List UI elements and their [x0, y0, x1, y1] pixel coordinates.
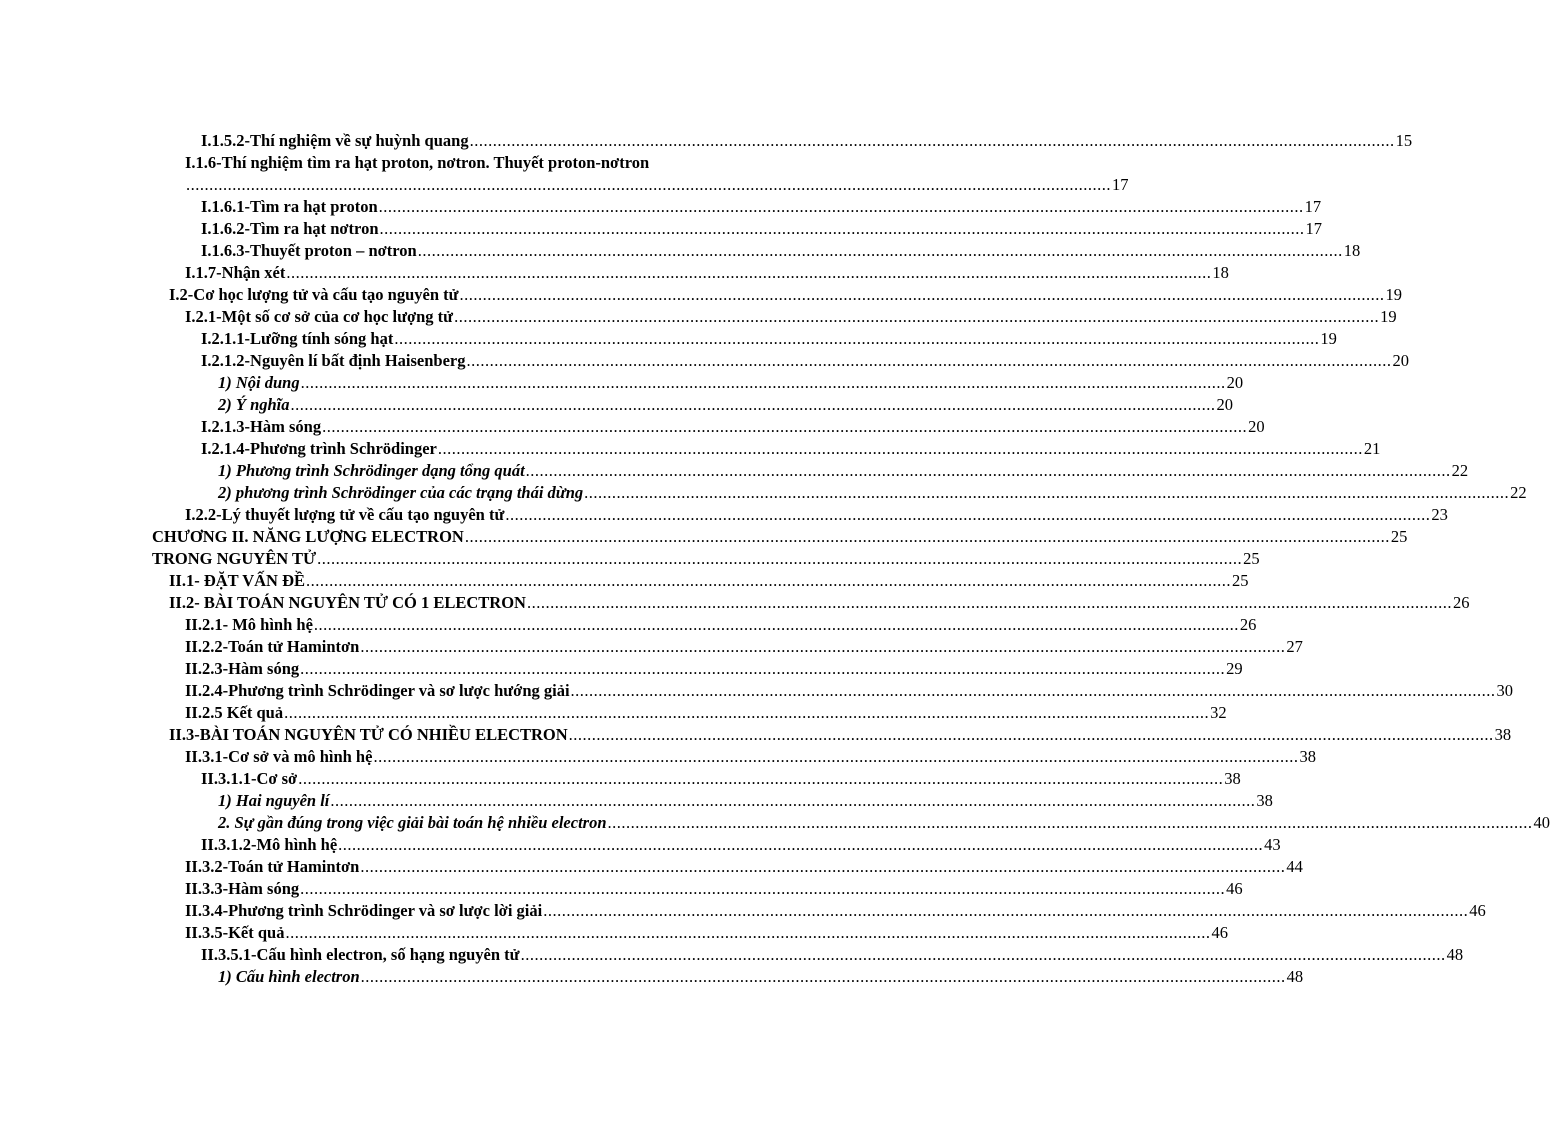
- toc-entry-title[interactable]: I.1.6-Thí nghiệm tìm ra hạt proton, nơtron. Thuyết proton-nơtron: [185, 153, 650, 172]
- toc-entry[interactable]: [185, 636, 1303, 658]
- toc-entry-title: 2. Sự gần đúng trong việc giải bài toán hệ nhiều electron: [218, 813, 607, 832]
- toc-entry-title: I.2.1.1-Lưỡng tính sóng hạt: [201, 329, 394, 348]
- toc-entry-page: 25: [1232, 571, 1249, 590]
- toc-entry-title: CHƯƠNG II. NĂNG LƯỢNG ELECTRON: [152, 527, 464, 546]
- toc-entry-title: II.2.3-Hàm sóng: [185, 659, 300, 678]
- toc-entry[interactable]: [218, 790, 1273, 812]
- toc-entry[interactable]: [169, 284, 1403, 306]
- toc-entry[interactable]: [152, 548, 1260, 570]
- toc-entry-page: 38: [1494, 725, 1512, 744]
- dot-leader: ........................................................................................................................................................................................................: [360, 967, 1286, 986]
- toc-entry[interactable]: [185, 262, 1229, 284]
- toc-entry[interactable]: [185, 614, 1257, 636]
- toc-entry[interactable]: [201, 416, 1265, 438]
- dot-leader: ........................................................................................................................................................................................................: [379, 219, 1305, 238]
- toc-entry-page: 20: [1226, 373, 1244, 392]
- dot-leader: ........................................................................................................................................................................................................: [459, 285, 1385, 304]
- toc-entry-title: II.1- ĐẶT VẤN ĐỀ: [169, 571, 305, 590]
- toc-entry[interactable]: [201, 834, 1281, 856]
- toc-entry[interactable]: [185, 900, 1486, 922]
- toc-entry-page: 38: [1299, 747, 1316, 766]
- dot-leader: ........................................................................................................................................................................................................: [317, 549, 1243, 568]
- toc-entry-page: 17: [1304, 197, 1322, 216]
- dot-leader: ........................................................................................................................................................................................................: [607, 813, 1533, 832]
- toc-entry-page: 29: [1226, 659, 1243, 678]
- toc-entry-page: 20: [1216, 395, 1234, 414]
- dot-leader: ........................................................................................................................................................................................................: [466, 351, 1392, 370]
- toc-entry-page: 30: [1496, 681, 1514, 700]
- toc-entry-page: 48: [1286, 967, 1304, 986]
- toc-entry[interactable]: [218, 394, 1234, 416]
- toc-entry[interactable]: [201, 944, 1464, 966]
- toc-entry-page: 20: [1392, 351, 1409, 370]
- dot-leader: ........................................................................................................................................................................................................: [300, 373, 1226, 392]
- toc-entry-title: II.2.4-Phương trình Schrödinger và sơ lược hướng giải: [185, 681, 570, 700]
- dot-leader: ........................................................................................................................................................................................................: [378, 197, 1304, 216]
- toc-entry-page: 22: [1510, 483, 1527, 502]
- dot-leader: ........................................................................................................................................................................................................: [360, 857, 1286, 876]
- toc-entry-title: II.3.4-Phương trình Schrödinger và sơ lược lời giải: [185, 901, 543, 920]
- toc-entry-title: I.2.1.2-Nguyên lí bất định Haisenberg: [201, 351, 466, 370]
- toc-entry-page: 32: [1210, 703, 1227, 722]
- dot-leader: ........................................................................................................................................................................................................: [520, 945, 1446, 964]
- toc-entry[interactable]: [169, 570, 1249, 592]
- toc-entry-title: II.2.5 Kết quả: [185, 703, 284, 722]
- dot-leader: ........................................................................................................................................................................................................: [469, 131, 1395, 150]
- toc-entry-title: 1) Hai nguyên lí: [218, 791, 330, 810]
- dot-leader: ........................................................................................................................................................................................................: [290, 395, 1216, 414]
- toc-entry-title: II.3.5.1-Cấu hình electron, số hạng nguyên tử: [201, 945, 520, 964]
- toc-entry[interactable]: [169, 592, 1470, 614]
- dot-leader: ........................................................................................................................................................................................................: [300, 879, 1226, 898]
- toc-entry[interactable]: [201, 768, 1241, 790]
- toc-entry-title: I.2.2-Lý thuyết lượng tử về cấu tạo nguyên tử: [185, 505, 505, 524]
- toc-entry-page: 15: [1395, 131, 1413, 150]
- toc-entry-title: II.3.2-Toán tử Hamintơn: [185, 857, 360, 876]
- toc-entry[interactable]: [201, 130, 1413, 152]
- toc-entry-page: 46: [1226, 879, 1243, 898]
- toc-entry[interactable]: [218, 372, 1244, 394]
- toc-entry-page: 46: [1469, 901, 1486, 920]
- toc-entry-title: II.3.1.2-Mô hình hệ: [201, 835, 338, 854]
- toc-entry[interactable]: [185, 658, 1243, 680]
- toc-entry-title: I.1.6.1-Tìm ra hạt proton: [201, 197, 378, 216]
- toc-entry-page: 27: [1286, 637, 1303, 656]
- toc-entry-title: II.3-BÀI TOÁN NGUYÊN TỬ CÓ NHIỀU ELECTRON: [169, 725, 568, 744]
- dot-leader: ........................................................................................................................................................................................................: [525, 461, 1451, 480]
- toc-entry-title: TRONG NGUYÊN TỬ: [152, 549, 317, 568]
- toc-entry[interactable]: [201, 196, 1322, 218]
- dot-leader: ........................................................................................................................................................................................................: [570, 681, 1496, 700]
- toc-entry[interactable]: [185, 504, 1448, 526]
- dot-leader: ........................................................................................................................................................................................................: [417, 241, 1343, 260]
- toc-entry[interactable]: [201, 438, 1381, 460]
- toc-entry-title: I.2-Cơ học lượng tử và cấu tạo nguyên tử: [169, 285, 459, 304]
- dot-leader: ........................................................................................................................................................................................................: [394, 329, 1320, 348]
- toc-entry[interactable]: [201, 328, 1337, 350]
- toc-entry[interactable]: [185, 878, 1243, 900]
- toc-entry-title: II.2- BÀI TOÁN NGUYÊN TỬ CÓ 1 ELECTRON: [169, 593, 526, 612]
- dot-leader: ........................................................................................................................................................................................................: [306, 571, 1231, 590]
- dot-leader: ........................................................................................................................................................................................................: [505, 505, 1431, 524]
- toc-entry-page: 40: [1533, 813, 1550, 832]
- toc-entry-title: I.2.1.3-Hàm sóng: [201, 417, 322, 436]
- toc-entry-title: II.3.1-Cơ sở và mô hình hệ: [185, 747, 373, 766]
- toc-entry[interactable]: [218, 482, 1527, 504]
- toc-entry-title: I.1.7-Nhận xét: [185, 263, 286, 282]
- toc-entry-title: I.1.6.2-Tìm ra hạt nơtron: [201, 219, 379, 238]
- dot-leader: ........................................................................................................................................................................................................: [322, 417, 1248, 436]
- dot-leader: ........................................................................................................................................................................................................: [298, 769, 1224, 788]
- toc-entry-page: 43: [1264, 835, 1281, 854]
- toc-entry-page: 19: [1320, 329, 1337, 348]
- toc-entry-title: II.3.1.1-Cơ sở: [201, 769, 298, 788]
- toc-entry-page: 20: [1248, 417, 1265, 436]
- toc-entry-title: 2) phương trình Schrödinger của các trạng thái dừng: [218, 483, 584, 502]
- toc-entry-title: II.3.3-Hàm sóng: [185, 879, 300, 898]
- toc-entry-page: 46: [1211, 923, 1228, 942]
- dot-leader: ........................................................................................................................................................................................................: [300, 659, 1226, 678]
- toc-entry-page: 44: [1286, 857, 1303, 876]
- toc-entry-page: 19: [1385, 285, 1403, 304]
- toc-entry[interactable]: [185, 702, 1227, 724]
- toc-entry-title: 1) Cấu hình electron: [218, 967, 360, 986]
- toc-entry-page: 25: [1390, 527, 1408, 546]
- toc-entry[interactable]: [218, 966, 1304, 988]
- toc-entry-page: 18: [1343, 241, 1361, 260]
- toc-entry-title: 1) Nội dung: [218, 373, 300, 392]
- dot-leader: ........................................................................................................................................................................................................: [330, 791, 1256, 810]
- toc-entry[interactable]: [152, 526, 1408, 548]
- toc-entry-title: I.1.6.3-Thuyết proton – nơtron: [201, 241, 417, 260]
- dot-leader: ........................................................................................................................................................................................................: [313, 615, 1239, 634]
- dot-leader: ........................................................................................................................................................................................................: [338, 835, 1264, 854]
- dot-leader: ........................................................................................................................................................................................................: [360, 637, 1286, 656]
- toc-entry[interactable]: [218, 460, 1469, 482]
- toc-entry-title: I.2.1-Một số cơ sở của cơ học lượng tử: [185, 307, 454, 326]
- toc-entry-page: 17: [1305, 219, 1323, 238]
- toc-entry-page: 22: [1451, 461, 1469, 480]
- toc-entry-title: I.2.1.4-Phương trình Schrödinger: [201, 439, 437, 458]
- dot-leader: ........................................................................................................................................................................................................: [543, 901, 1469, 920]
- dot-leader: ........................................................................................................................................................................................................: [568, 725, 1494, 744]
- dot-leader: ........................................................................................................................................................................................................: [286, 263, 1212, 282]
- toc-entry[interactable]: [201, 350, 1409, 372]
- toc-entry-page: 21: [1363, 439, 1381, 458]
- toc-entry-page: 26: [1239, 615, 1257, 634]
- toc-entry[interactable]: [185, 922, 1228, 944]
- toc-entry-page: 25: [1243, 549, 1260, 568]
- toc-entry[interactable]: [185, 680, 1514, 702]
- toc-entry-page: 17: [1112, 175, 1129, 194]
- toc-entry-page: 38: [1224, 769, 1241, 788]
- toc-entry-title: II.2.2-Toán tử Hamintơn: [185, 637, 360, 656]
- dot-leader: ........................................................................................................................................................................................................: [284, 703, 1210, 722]
- dot-leader: ........................................................................................................................................................................................................: [373, 747, 1299, 766]
- toc-entry-page: 23: [1431, 505, 1448, 524]
- dot-leader: ........................................................................................................................................................................................................: [464, 527, 1390, 546]
- toc-entry[interactable]: [185, 856, 1303, 878]
- toc-entry-page: 48: [1446, 945, 1464, 964]
- toc-entry-page: 18: [1212, 263, 1229, 282]
- toc-entry-title: II.3.5-Kết quả: [185, 923, 285, 942]
- toc-entry-title: 1) Phương trình Schrödinger dạng tổng quát: [218, 461, 525, 480]
- toc-entry-page: 19: [1380, 307, 1397, 326]
- toc-entry[interactable]: [169, 724, 1512, 746]
- toc-entry-title: I.1.5.2-Thí nghiệm về sự huỳnh quang: [201, 131, 469, 150]
- toc-entry-page: 26: [1452, 593, 1470, 612]
- toc-entry[interactable]: [185, 746, 1316, 768]
- toc-entry[interactable]: [201, 240, 1361, 262]
- dot-leader: ........................................................................................................................................................................................................: [584, 483, 1510, 502]
- toc-entry-title: 2) Ý nghĩa: [218, 395, 290, 414]
- toc-entry[interactable]: [185, 174, 1129, 196]
- toc-entry[interactable]: [218, 812, 1550, 834]
- dot-leader: ........................................................................................................................................................................................................: [454, 307, 1380, 326]
- dot-leader: ........................................................................................................................................................................................................: [437, 439, 1363, 458]
- dot-leader: ........................................................................................................................................................................................................: [526, 593, 1452, 612]
- toc-entry-page: 38: [1256, 791, 1273, 810]
- toc-entry[interactable]: [201, 218, 1323, 240]
- toc-entry[interactable]: [185, 306, 1397, 328]
- dot-leader: ........................................................................................................................................................................................................: [285, 923, 1211, 942]
- dot-leader: ........................................................................................................................................................................................................: [186, 175, 1111, 194]
- toc-entry-title: II.2.1- Mô hình hệ: [185, 615, 313, 634]
